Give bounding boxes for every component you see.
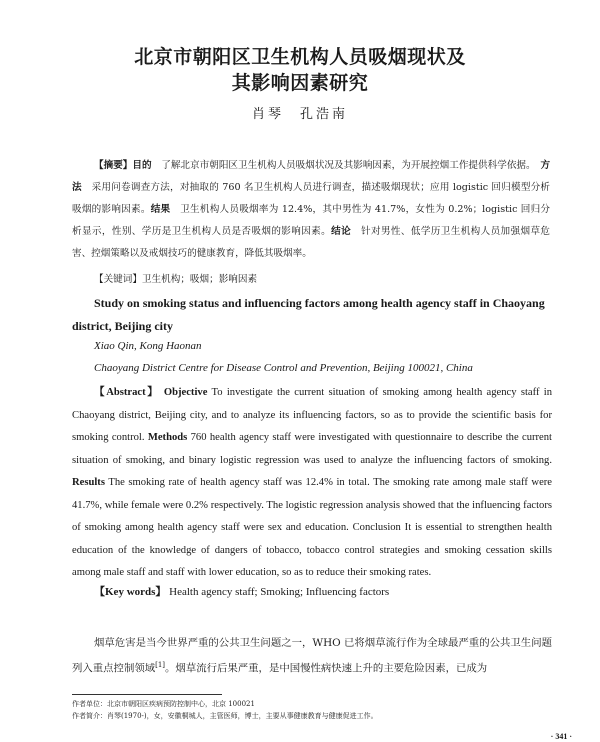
- cn-results-text: 卫生机构人员吸烟率为 12.4%，其中男性为 41.7%，女性为 0.2%；logistic 回归分析显示，性别、学历是卫生机构人员是否吸烟的影响因素。: [72, 204, 551, 237]
- footnote-rule: [72, 694, 222, 695]
- cn-keywords-text: 卫生机构；吸烟；影响因素: [141, 274, 258, 285]
- english-authors: Xiao Qin, Kong Haonan: [94, 340, 202, 352]
- english-title: Study on smoking status and influencing factors among health agency staff in Chaoyang district, Beijing city: [72, 296, 545, 333]
- cn-keywords-label: 【关键词】: [94, 274, 142, 285]
- cn-abstract-label: 【摘要】: [94, 160, 133, 171]
- footnote-author-bio: 作者简介：肖琴(1970-)，女，安徽桐城人，主管医师，博士，主要从事健康教育与健康促进工作。: [72, 712, 378, 720]
- en-keywords-label: 【Key words】: [94, 586, 167, 598]
- title-line-1: 北京市朝阳区卫生机构人员吸烟现状及: [134, 46, 466, 68]
- en-keywords-text: Health agency staff; Smoking; Influencing factors: [166, 586, 390, 598]
- en-results-label: Results: [72, 477, 105, 488]
- page-number: · 341 ·: [550, 732, 572, 741]
- cn-results-label: 结果: [150, 204, 171, 215]
- english-abstract: [72, 382, 552, 585]
- cn-conclusion-text: 针对男性、低学历卫生机构人员加强烟草危害、控烟策略以及戒烟技巧的健康教育，降低其吸烟率。: [72, 226, 551, 259]
- en-abstract-label: 【Abstract】: [94, 387, 160, 398]
- footnote-author-unit: 作者单位：北京市朝阳区疾病预防控制中心，北京 100021: [72, 700, 255, 708]
- cn-methods-label: 方法: [72, 160, 551, 193]
- en-results-text: The smoking rate of health agency staff was 12.4% in total. The smoking rate among male staff were 41.7%, while female were 0.2% respectively. The logistic regression analysis showed that the influencing factors of smoking among health agency staff were sex and education. Conclusion It is essential to strengthen health education of the knowledge of dangers of tobacco, tobacco control strategies and smoking cessation skills among male staff and staff with lower education, so as to reduce their smoking rates.: [72, 477, 552, 578]
- cn-objective-text: 了解北京市朝阳区卫生机构人员吸烟状况及其影响因素，为开展控烟工作提供科学依据。: [161, 160, 531, 171]
- cn-methods-text: 采用问卷调查方法，对抽取的 760 名卫生机构人员进行调查，描述吸烟现状；应用 logistic 回归模型分析吸烟的影响因素。: [72, 182, 551, 215]
- cn-conclusion-label: 结论: [331, 226, 352, 237]
- chinese-keywords: [94, 271, 257, 285]
- body-text-b: 。烟草流行后果严重，是中国慢性病快速上升的主要危险因素，已成为: [165, 662, 488, 675]
- body-text-a: 烟草危害是当今世界严重的公共卫生问题之一，WHO 已将烟草流行作为全球最严重的公共卫生问题列入重点控制领域: [72, 637, 552, 675]
- reference-marker: [1]: [155, 661, 166, 669]
- chinese-abstract: [72, 155, 550, 265]
- cn-objective-label: 目的: [132, 160, 152, 171]
- en-objective-label: Objective: [163, 387, 208, 398]
- en-objective-text: To investigate the current situation of smoking among health agency staff in Chaoyang district, Beijing city, and to analyze its influencing factors, so as to provide the scientific basis for smoking control.: [72, 387, 553, 443]
- english-keywords: [94, 583, 389, 599]
- en-methods-text: 760 health agency staff were investigated with questionnaire to describe the current situation of smoking, and binary logistic regression was used to analyze the influencing factors of smoking.: [72, 432, 552, 466]
- title-line-2: 其影响因素研究: [231, 72, 369, 94]
- body-paragraph: [72, 632, 552, 679]
- en-methods-label: Methods: [147, 432, 188, 443]
- authors: 肖琴 孔浩南: [251, 107, 348, 122]
- english-institution: Chaoyang District Centre for Disease Control and Prevention, Beijing 100021, China: [94, 362, 473, 374]
